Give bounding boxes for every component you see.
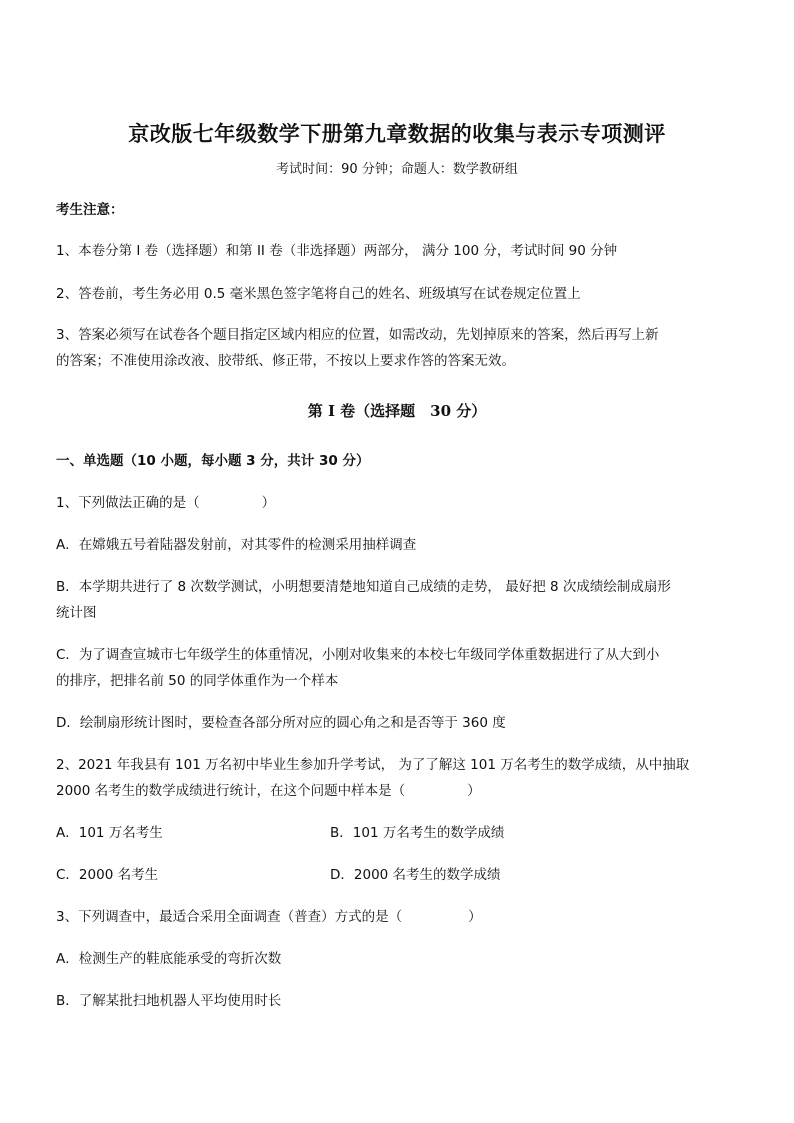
notice-item-3: 3、答案必须写在试卷各个题目指定区域内相应的位置，如需改动，先划掉原来的答案，然后再写上新 <box>56 327 659 343</box>
q1-option-b-cont: 统计图 <box>56 605 97 621</box>
section-title: 第 I 卷（选择题 30 分） <box>307 402 487 420</box>
q1-option-d: D．绘制扇形统计图时，要检查各部分所对应的圆心角之和是否等于 360 度 <box>56 715 506 731</box>
page-title: 京改版七年级数学下册第九章数据的收集与表示专项测评 <box>128 121 666 146</box>
q2-option-a: A．101 万名考生 <box>56 825 163 841</box>
exam-info: 考试时间：90 分钟；命题人：数学教研组 <box>276 162 518 177</box>
q2-option-b: B．101 万名考生的数学成绩 <box>330 825 505 841</box>
q2-option-d: D．2000 名考生的数学成绩 <box>330 867 501 883</box>
question-2-text: 2000 名考生的数学成绩进行统计，在这个问题中样本是（ <box>56 783 406 799</box>
notice-heading: 考生注意： <box>56 202 124 218</box>
q1-option-c-cont: 的排序，把排名前 50 的同学体重作为一个样本 <box>56 673 339 689</box>
notice-item-3-cont: 的答案；不准使用涂改液、胶带纸、修正带，不按以上要求作答的答案无效。 <box>56 353 515 369</box>
notice-item-1: 1、本卷分第 I 卷（选择题）和第 II 卷（非选择题）两部分， 满分 100 分，考试时间 90 分钟 <box>56 243 618 259</box>
q2-option-c: C．2000 名考生 <box>56 867 159 883</box>
q3-option-a: A．检测生产的鞋底能承受的弯折次数 <box>56 951 282 967</box>
question-3-close: ） <box>468 909 482 925</box>
question-2-stem: 2、2021 年我县有 101 万名初中毕业生参加升学考试， 为了了解这 101 万名考生的数学成绩，从中抽取 <box>56 757 690 773</box>
question-3-stem <box>56 907 482 927</box>
part-heading: 一、单选题（10 小题，每小题 3 分，共计 30 分） <box>56 453 370 469</box>
q1-option-a: A．在嫦娥五号着陆器发射前，对其零件的检测采用抽样调查 <box>56 537 417 553</box>
question-3-text: 3、下列调查中，最适合采用全面调查（普查）方式的是（ <box>56 909 403 925</box>
question-2-stem-cont <box>56 781 481 801</box>
question-2-close: ） <box>467 783 481 799</box>
q3-option-b: B．了解某批扫地机器人平均使用时长 <box>56 993 282 1009</box>
q1-option-b: B．本学期共进行了 8 次数学测试，小明想要清楚地知道自己成绩的走势， 最好把 8 次成绩绘制成扇形 <box>56 579 671 595</box>
q1-option-c: C．为了调查宣城市七年级学生的体重情况，小刚对收集来的本校七年级同学体重数据进行了从大到小 <box>56 647 660 663</box>
question-1-text: 1、下列做法正确的是（ <box>56 495 200 511</box>
notice-item-2: 2、答卷前，考生务必用 0.5 毫米黑色签字笔将自己的姓名、班级填写在试卷规定位置上 <box>56 286 581 302</box>
question-1-stem <box>56 493 275 513</box>
question-1-close: ） <box>261 495 276 511</box>
